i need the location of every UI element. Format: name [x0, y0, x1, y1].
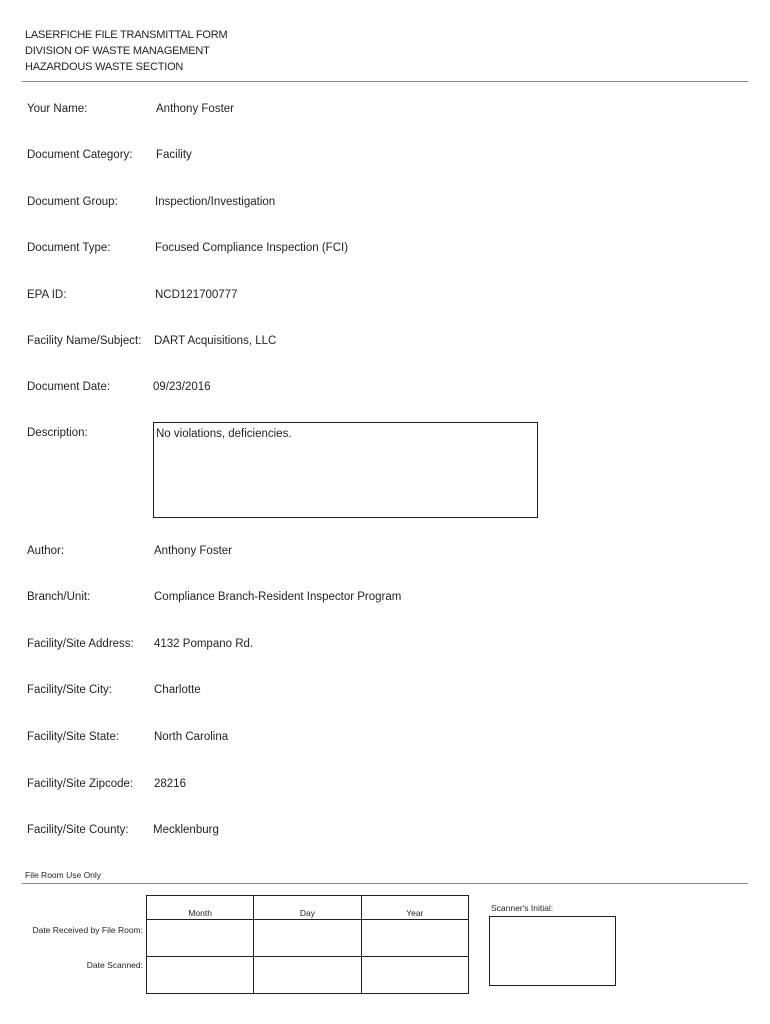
day-column-header: Day: [254, 896, 361, 920]
document-type-label: Document Type:: [27, 242, 111, 254]
site-zipcode-value[interactable]: 28216: [154, 778, 186, 790]
site-address-label: Facility/Site Address:: [27, 638, 134, 650]
site-zipcode-label: Facility/Site Zipcode:: [27, 778, 134, 790]
received-year-cell[interactable]: [361, 920, 468, 957]
document-date-value[interactable]: 09/23/2016: [153, 381, 211, 393]
scanned-day-cell[interactable]: [254, 957, 361, 994]
document-group-value[interactable]: Inspection/Investigation: [155, 196, 276, 208]
facility-name-label: Facility Name/Subject:: [27, 335, 142, 347]
author-label: Author:: [27, 545, 65, 557]
site-county-label: Facility/Site County:: [27, 824, 129, 836]
form-title: LASERFICHE FILE TRANSMITTAL FORM: [25, 29, 228, 41]
site-address-value[interactable]: 4132 Pompano Rd.: [154, 638, 254, 650]
your-name-value[interactable]: Anthony Foster: [156, 103, 234, 115]
branch-unit-label: Branch/Unit:: [27, 591, 91, 603]
document-date-label: Document Date:: [27, 381, 111, 393]
document-category-value[interactable]: Facility: [156, 149, 192, 161]
site-state-label: Facility/Site State:: [27, 731, 120, 743]
date-scanned-row: [147, 957, 469, 994]
epa-id-label: EPA ID:: [27, 289, 67, 301]
document-category-label: Document Category:: [27, 149, 133, 161]
file-room-date-table: [146, 895, 469, 994]
scanner-initial-box[interactable]: [489, 916, 616, 986]
site-state-value[interactable]: North Carolina: [154, 731, 229, 743]
author-value[interactable]: Anthony Foster: [154, 545, 232, 557]
document-group-label: Document Group:: [27, 196, 118, 208]
description-textarea[interactable]: No violations, deficiencies.: [153, 422, 538, 518]
site-city-label: Facility/Site City:: [27, 684, 112, 696]
header-divider: [22, 81, 748, 82]
description-label: Description:: [27, 427, 88, 439]
division-name: DIVISION OF WASTE MANAGEMENT: [25, 45, 210, 57]
year-column-header: Year: [361, 896, 468, 920]
received-month-cell[interactable]: [147, 920, 254, 957]
file-room-divider: [22, 883, 748, 884]
scanner-initial-label: Scanner's Initial:: [491, 903, 554, 913]
branch-unit-value[interactable]: Compliance Branch-Resident Inspector Program: [154, 591, 402, 603]
document-type-value[interactable]: Focused Compliance Inspection (FCI): [155, 242, 349, 254]
date-scanned-label: Date Scanned:: [86, 960, 143, 970]
file-room-title: File Room Use Only: [25, 870, 102, 880]
date-received-row: [147, 920, 469, 957]
your-name-label: Your Name:: [27, 103, 88, 115]
site-city-value[interactable]: Charlotte: [154, 684, 201, 696]
received-day-cell[interactable]: [254, 920, 361, 957]
month-column-header: Month: [147, 896, 254, 920]
date-received-label: Date Received by File Room:: [32, 925, 143, 935]
date-table-header: [147, 896, 469, 920]
scanned-year-cell[interactable]: [361, 957, 468, 994]
section-name: HAZARDOUS WASTE SECTION: [25, 61, 184, 73]
site-county-value[interactable]: Mecklenburg: [153, 824, 219, 836]
facility-name-value[interactable]: DART Acquisitions, LLC: [154, 335, 277, 347]
epa-id-value[interactable]: NCD121700777: [155, 289, 238, 301]
scanned-month-cell[interactable]: [147, 957, 254, 994]
